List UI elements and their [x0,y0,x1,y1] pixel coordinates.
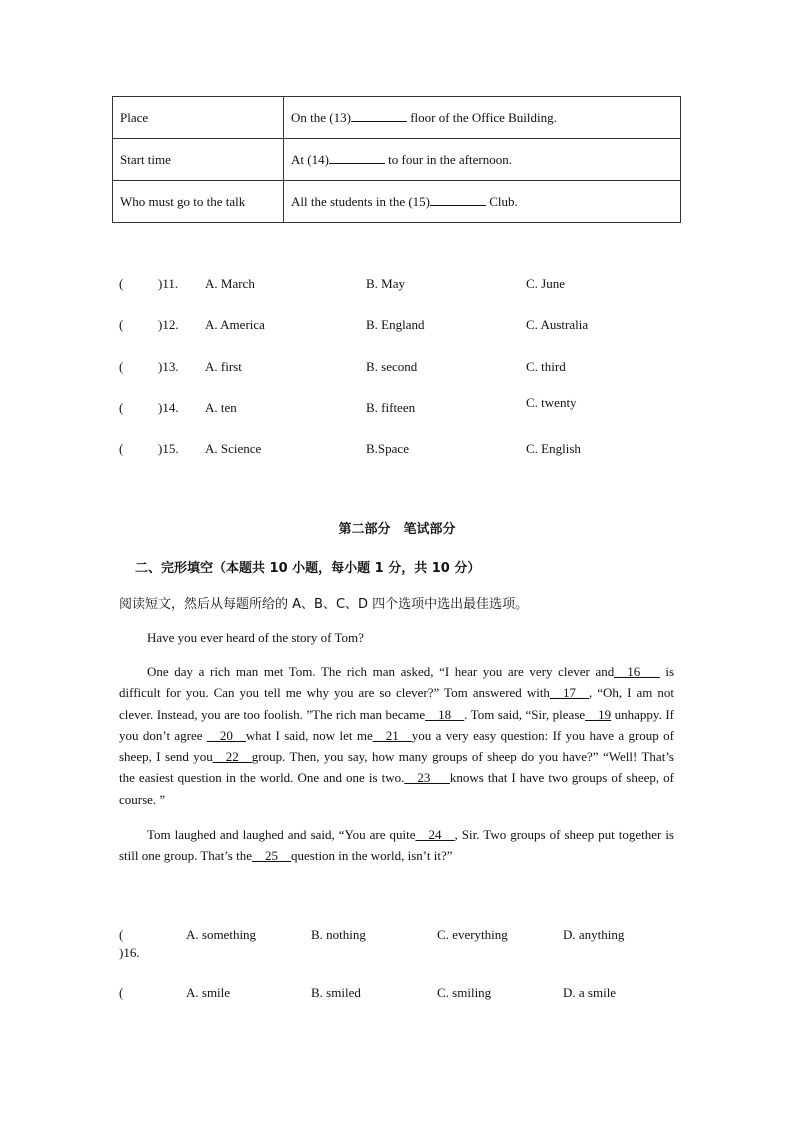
blank-16: __16___ [614,664,660,679]
row-value: At (14) to four in the afternoon. [284,139,681,181]
blank-20: __20__ [206,727,246,743]
option-a: A. Science [205,441,262,456]
answer-bracket[interactable]: ( [119,317,124,332]
answer-bracket[interactable]: ( [119,927,124,942]
option-b: B. second [366,359,418,374]
option-a: A. America [205,317,265,332]
table-row [113,139,681,181]
question-row [0,395,794,420]
question-number: )11. [158,276,179,291]
option-a: A. first [205,359,242,374]
section-title: 第二部分 笔试部分 [338,522,456,537]
answer-blank[interactable] [430,193,486,206]
instruction-text: 阅读短文，然后从每题所给的 A、B、C、D 四个选项中选出最佳选项。 [119,597,529,612]
option-b: B. smiled [311,985,361,1000]
option-a: A. something [186,927,257,942]
blank-18: __18__ [425,706,465,722]
blank-17: __17__ [549,685,589,701]
option-a: A. ten [205,400,237,415]
option-b: B. nothing [311,927,366,942]
option-c: C. Australia [526,317,589,332]
passage-paragraph-3: Tom laughed and laughed and said, “You are quite__24__, Sir. Two groups of sheep put together is still one group. That’s the__25__question in the world, isn’t it?” [119,827,674,864]
option-b: B. England [366,317,425,332]
option-a: A. March [205,276,255,291]
answer-bracket[interactable]: ( [119,359,124,374]
row-label: Place [113,97,284,139]
blank-25: __25__ [252,848,291,864]
blank-19: __19 [585,706,612,722]
option-a: A. smile [186,985,231,1000]
blank-21: __21__ [372,727,412,743]
question-number: )14. [158,400,179,415]
question-row [0,317,794,337]
option-d: D. anything [563,927,625,942]
cloze-question-row [0,927,794,967]
row-value: All the students in the (15) Club. [284,181,681,223]
option-b: B. May [366,276,405,291]
blank-23: __23___ [404,770,450,786]
answer-blank[interactable] [351,109,407,122]
question-number: )13. [158,359,179,374]
row-value: On the (13) floor of the Office Building. [284,97,681,139]
option-c: C. twenty [526,395,577,410]
blank-24: __24__ [415,827,455,842]
answer-bracket[interactable]: ( [119,400,124,415]
answer-blank[interactable] [329,151,385,164]
table-row [113,97,681,139]
table-row [113,181,681,223]
row-label: Who must go to the talk [113,181,284,223]
row-label: Start time [113,139,284,181]
option-b: B.Space [366,441,409,456]
question-row [0,276,794,296]
option-c: C. everything [437,927,508,942]
option-b: B. fifteen [366,400,416,415]
talk-info-table [112,96,681,223]
answer-bracket[interactable]: ( [119,441,124,456]
part-heading: 二、完形填空（本题共 10 小题，每小题 1 分，共 10 分） [135,561,481,576]
option-c: C. English [526,441,581,456]
option-c: C. smiling [437,985,492,1000]
option-c: C. June [526,276,565,291]
question-row [0,441,794,461]
passage-paragraph-1: Have you ever heard of the story of Tom? [147,630,364,645]
blank-22: __22__ [212,749,252,765]
question-row [0,359,794,379]
question-number: )15. [158,441,179,456]
passage-paragraph-2: One day a rich man met Tom. The rich man asked, “I hear you are very clever and__16___ is difficult for you. Can you tell me why you are so clever?” Tom answered with__17__, “Oh, I am not clever. Instead, you are too foolish. ”The rich man became__18__. Tom said, “Sir, please__19 unhappy. If you don’t agree __20__what I said, now let me__21__you a very easy question: If you have a group of sheep, I send you__22__group. Then, you say, how many groups of sheep do you have?” “Well! That’s the easiest question in the world. One and one is two.__23___knows that I have two groups of sheep, of course. ” [119,664,675,807]
answer-bracket[interactable]: ( [119,276,124,291]
option-d: D. a smile [563,985,617,1000]
question-number: )12. [158,317,179,332]
answer-bracket[interactable]: ( [119,985,124,1000]
cloze-question-row [0,985,794,1005]
option-c: C. third [526,359,566,374]
question-number: )16. [119,945,140,960]
